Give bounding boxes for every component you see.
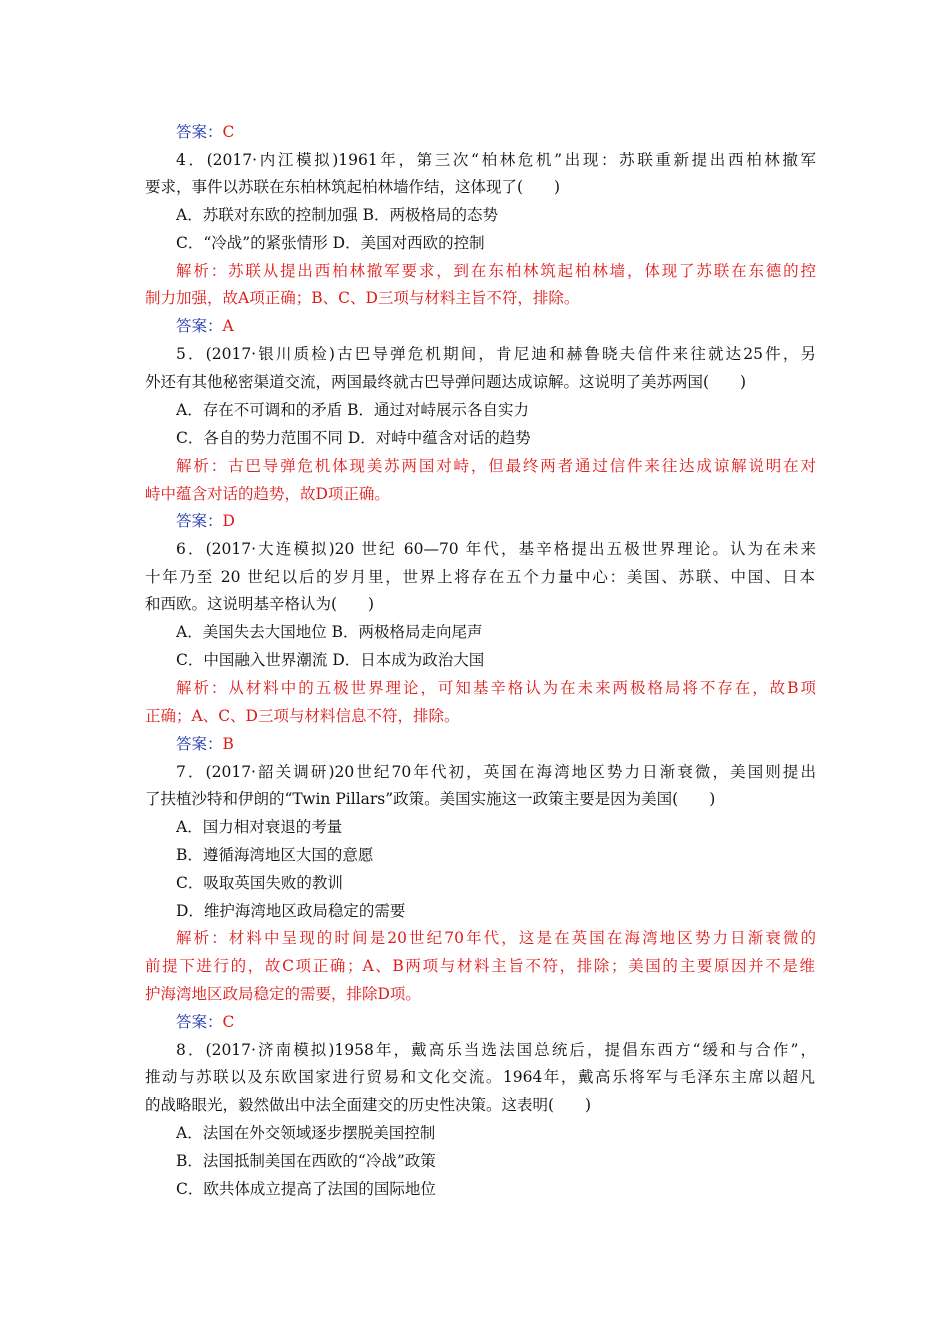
option-b: B．通过对峙展示各自实力 — [347, 401, 530, 419]
question-stem: 十年乃至 20 世纪以后的岁月里，世界上将存在五个力量中心：美国、苏联、中国、日本 — [145, 568, 815, 586]
option-row — [176, 233, 816, 253]
analysis-text: 峙中蕴含对话的趋势，故D项正确。 — [145, 485, 390, 503]
analysis-text: 解析：古巴导弹危机体现美苏两国对峙，但最终两者通过信件来往达成谅解说明在对 — [176, 457, 816, 475]
question-stem: 要求，事件以苏联在东柏林筑起柏林墙作结，这体现了( ) — [145, 178, 561, 196]
question-stem: 8．(2017·济南模拟)1958年，戴高乐当选法国总统后，提倡东西方“缓和与合作”， — [176, 1041, 816, 1059]
option-row — [176, 428, 816, 448]
answer-label: 答案： — [176, 735, 223, 753]
option-b: B．两极格局的态势 — [362, 206, 499, 224]
analysis-text: 正确；A、C、D三项与材料信息不符，排除。 — [145, 707, 460, 725]
option-c: C．各自的势力范围不同 — [176, 429, 343, 447]
option-b: B．两极格局走向尾声 — [331, 623, 483, 641]
option-row — [176, 205, 816, 225]
answer-value: C — [222, 123, 235, 141]
question-stem: 和西欧。这说明基辛格认为( ) — [145, 595, 375, 613]
analysis-text: 解析：从材料中的五极世界理论，可知基辛格认为在未来两极格局将不存在，故B项 — [176, 679, 816, 697]
answer-value: B — [222, 735, 234, 753]
option-a: A．国力相对衰退的考量 — [176, 818, 343, 836]
answer-line — [176, 122, 816, 142]
answer-label: 答案： — [176, 512, 223, 530]
option-d: D．对峙中蕴含对话的趋势 — [347, 429, 531, 447]
answer-label: 答案： — [176, 317, 223, 335]
analysis-text: 解析：材料中呈现的时间是20世纪70年代，这是在英国在海湾地区势力日渐衰微的 — [176, 929, 816, 947]
option-c: C．中国融入世界潮流 — [176, 651, 328, 669]
answer-line — [176, 1012, 816, 1032]
answer-label: 答案： — [176, 123, 223, 141]
analysis-text: 前提下进行的，故C项正确；A、B两项与材料主旨不符，排除；美国的主要原因并不是维 — [145, 957, 815, 975]
question-stem: 推动与苏联以及东欧国家进行贸易和文化交流。1964年，戴高乐将军与毛泽东主席以超凡 — [145, 1068, 815, 1086]
option-c: C．欧共体成立提高了法国的国际地位 — [176, 1180, 436, 1198]
question-stem: 的战略眼光，毅然做出中法全面建交的历史性决策。这表明( ) — [145, 1096, 592, 1114]
answer-value: D — [222, 512, 235, 530]
question-stem: 6．(2017·大连模拟)20 世纪 60—70 年代，基辛格提出五极世界理论。认为在未来 — [176, 540, 816, 558]
question-stem: 5．(2017·银川质检)古巴导弹危机期间，肯尼迪和赫鲁晓夫信件来往就达25件，另 — [176, 345, 816, 363]
option-c: C．“冷战”的紧张情形 — [176, 234, 328, 252]
answer-value: A — [222, 317, 234, 335]
question-stem: 4．(2017·内江模拟)1961年，第三次“柏林危机”出现：苏联重新提出西柏林撤军 — [176, 151, 816, 169]
option-row — [176, 650, 816, 670]
answer-value: C — [222, 1013, 235, 1031]
question-stem: 7．(2017·韶关调研)20世纪70年代初，英国在海湾地区势力日渐衰微，美国则提出 — [176, 763, 816, 781]
answer-line — [176, 316, 816, 336]
analysis-text: 解析：苏联从提出西柏林撤军要求，到在东柏林筑起柏林墙，体现了苏联在东德的控 — [176, 262, 816, 280]
option-a: A．美国失去大国地位 — [176, 623, 327, 641]
option-a: A．法国在外交领域逐步摆脱美国控制 — [176, 1124, 436, 1142]
answer-line — [176, 511, 816, 531]
option-d: D．维护海湾地区政局稳定的需要 — [176, 902, 406, 920]
option-b: B．法国抵制美国在西欧的“冷战”政策 — [176, 1152, 436, 1170]
option-c: C．吸取英国失败的教训 — [176, 874, 343, 892]
option-d: D．日本成为政治大国 — [332, 651, 485, 669]
answer-label: 答案： — [176, 1013, 223, 1031]
option-b: B．遵循海湾地区大国的意愿 — [176, 846, 374, 864]
option-a: A．存在不可调和的矛盾 — [176, 401, 343, 419]
answer-line — [176, 734, 816, 754]
option-a: A．苏联对东欧的控制加强 — [176, 206, 358, 224]
analysis-text: 护海湾地区政局稳定的需要，排除D项。 — [145, 985, 421, 1003]
option-row — [176, 400, 816, 420]
question-stem: 了扶植沙特和伊朗的“Twin Pillars”政策。美国实施这一政策主要是因为美国( ) — [145, 790, 716, 808]
analysis-text: 制力加强，故A项正确；B、C、D三项与材料主旨不符，排除。 — [145, 289, 580, 307]
option-d: D．美国对西欧的控制 — [332, 234, 485, 252]
question-stem: 外还有其他秘密渠道交流，两国最终就古巴导弹问题达成谅解。这说明了美苏两国( ) — [145, 373, 747, 391]
option-row — [176, 622, 816, 642]
